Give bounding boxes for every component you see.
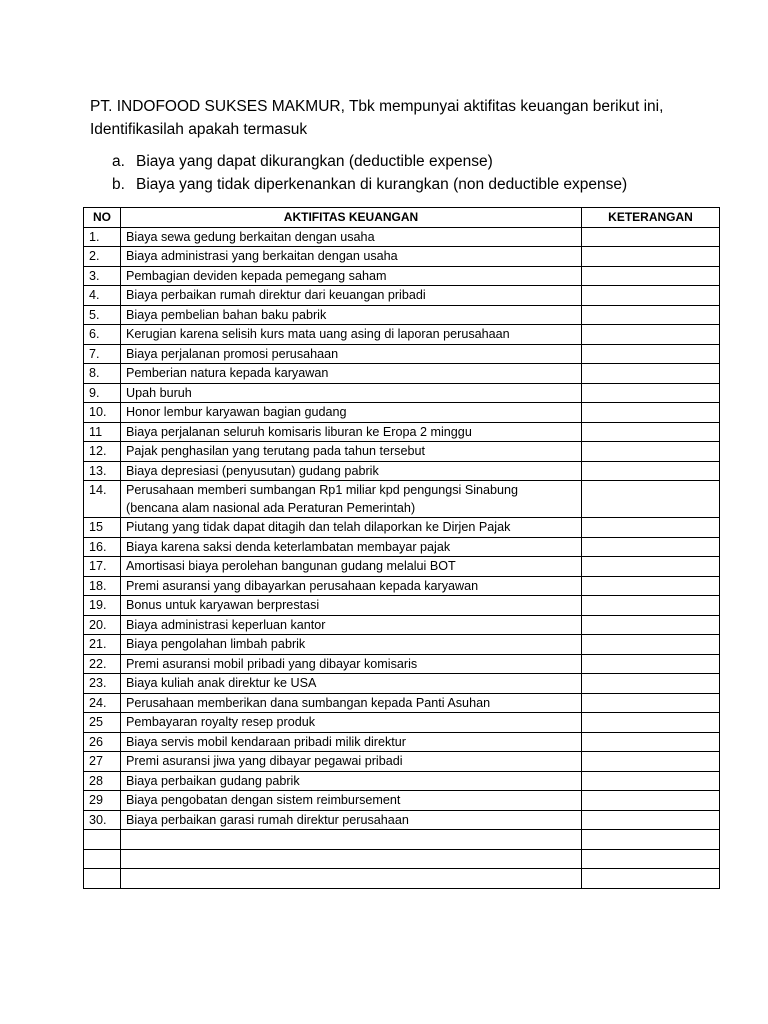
row-activity-text: Biaya pengolahan limbah pabrik — [126, 637, 306, 651]
row-activity-text: Biaya perjalanan promosi perusahaan — [126, 346, 339, 361]
row-activity-text-continued: (bencana alam nasional ada Peraturan Pemerintah) — [126, 501, 416, 515]
row-remarks — [582, 461, 720, 481]
row-activity-text: Honor lembur karyawan bagian gudang — [126, 405, 347, 419]
table-row — [84, 615, 720, 635]
row-activity-text: Amortisasi biaya perolehan bangunan gudang melalui BOT — [126, 559, 456, 573]
table-row — [84, 810, 720, 830]
row-number: 11 — [84, 422, 121, 442]
row-activity — [121, 713, 582, 733]
table-row — [84, 713, 720, 733]
table-row — [84, 869, 720, 889]
row-remarks — [582, 247, 720, 267]
row-number: 29 — [84, 791, 121, 811]
row-activity-text: Piutang yang tidak dapat ditagih dan telah dilaporkan ke Dirjen Pajak — [126, 520, 511, 534]
row-activity — [121, 537, 582, 557]
row-remarks — [582, 693, 720, 713]
table-row — [84, 693, 720, 713]
table-row — [84, 674, 720, 694]
option-item-b — [112, 173, 627, 196]
table-row — [84, 422, 720, 442]
row-number: 23. — [84, 674, 121, 694]
table-row — [84, 771, 720, 791]
row-activity — [121, 422, 582, 442]
row-remarks — [582, 615, 720, 635]
row-remarks — [582, 364, 720, 384]
row-remarks — [582, 537, 720, 557]
activities-table — [83, 207, 720, 889]
row-activity — [121, 518, 582, 538]
option-text: Biaya yang tidak diperkenankan di kurangkan (non deductible expense) — [136, 176, 628, 193]
row-number: 17. — [84, 557, 121, 577]
row-activity-text: Perusahaan memberi sumbangan Rp1 miliar kpd pengungsi Sinabung — [126, 483, 519, 497]
table-header-row — [84, 208, 720, 228]
row-number: 28 — [84, 771, 121, 791]
table-row — [84, 635, 720, 655]
row-activity — [121, 442, 582, 462]
row-activity — [121, 849, 582, 869]
row-number: 9. — [84, 383, 121, 403]
row-activity — [121, 461, 582, 481]
row-number: 21. — [84, 635, 121, 655]
table-row — [84, 557, 720, 577]
table-row — [84, 364, 720, 384]
row-number — [84, 849, 121, 869]
row-activity — [121, 615, 582, 635]
row-remarks — [582, 674, 720, 694]
option-letter: a. — [112, 153, 125, 170]
table-row — [84, 344, 720, 364]
table-row — [84, 791, 720, 811]
row-activity — [121, 403, 582, 423]
row-activity — [121, 654, 582, 674]
row-activity — [121, 771, 582, 791]
row-remarks — [582, 810, 720, 830]
row-number: 8. — [84, 364, 121, 384]
row-activity — [121, 557, 582, 577]
row-number: 4. — [84, 286, 121, 306]
row-activity-text: Perusahaan memberikan dana sumbangan kepada Panti Asuhan — [126, 695, 491, 710]
row-activity-text: Bonus untuk karyawan berprestasi — [126, 598, 320, 612]
row-activity-text: Biaya administrasi yang berkaitan dengan usaha — [126, 249, 398, 263]
row-number: 13. — [84, 461, 121, 481]
row-remarks — [582, 383, 720, 403]
row-activity-text: Biaya perbaikan garasi rumah direktur perusahaan — [126, 812, 409, 827]
row-activity — [121, 344, 582, 364]
row-number: 1. — [84, 227, 121, 247]
row-number: 5. — [84, 305, 121, 325]
row-activity-text: Upah buruh — [126, 385, 192, 400]
option-text: Biaya yang dapat dikurangkan (deductible expense) — [136, 153, 493, 170]
table-row — [84, 576, 720, 596]
row-activity-text: Pembayaran royalty resep produk — [126, 715, 316, 729]
table-row — [84, 537, 720, 557]
row-remarks — [582, 771, 720, 791]
row-remarks — [582, 791, 720, 811]
row-activity-text: Biaya perbaikan gudang pabrik — [126, 773, 300, 788]
row-activity-text: Biaya perjalanan seluruh komisaris liburan ke Eropa 2 minggu — [126, 424, 472, 439]
row-activity — [121, 752, 582, 772]
intro-line-1: PT. INDOFOOD SUKSES MAKMUR, Tbk mempunyai aktifitas keuangan berikut ini, — [90, 98, 664, 115]
table-row — [84, 247, 720, 267]
row-activity-text: Biaya sewa gedung berkaitan dengan usaha — [126, 229, 375, 244]
row-activity — [121, 674, 582, 694]
row-remarks — [582, 849, 720, 869]
table-body — [84, 227, 720, 888]
row-remarks — [582, 654, 720, 674]
row-remarks — [582, 344, 720, 364]
row-activity — [121, 383, 582, 403]
row-number: 2. — [84, 247, 121, 267]
row-activity — [121, 305, 582, 325]
row-activity-text: Biaya depresiasi (penyusutan) gudang pabrik — [126, 463, 379, 478]
row-remarks — [582, 596, 720, 616]
table-row — [84, 654, 720, 674]
row-number: 18. — [84, 576, 121, 596]
row-remarks — [582, 713, 720, 733]
row-remarks — [582, 869, 720, 889]
row-number: 27 — [84, 752, 121, 772]
option-letter: b. — [112, 176, 125, 193]
row-number: 3. — [84, 266, 121, 286]
row-remarks — [582, 481, 720, 518]
row-remarks — [582, 442, 720, 462]
table-row — [84, 481, 720, 518]
row-activity-text: Biaya karena saksi denda keterlambatan membayar pajak — [126, 539, 451, 554]
row-number: 15 — [84, 518, 121, 538]
table-row — [84, 403, 720, 423]
table-row — [84, 518, 720, 538]
row-activity — [121, 286, 582, 306]
intro-line-2: Identifikasilah apakah termasuk — [90, 121, 308, 138]
row-activity — [121, 732, 582, 752]
row-number: 7. — [84, 344, 121, 364]
row-number: 16. — [84, 537, 121, 557]
table-row — [84, 752, 720, 772]
row-activity-text: Biaya pengobatan dengan sistem reimbursement — [126, 793, 401, 807]
table-row — [84, 442, 720, 462]
row-activity-text: Biaya pembelian bahan baku pabrik — [126, 307, 327, 322]
row-activity-text: Biaya perbaikan rumah direktur dari keuangan pribadi — [126, 288, 426, 302]
row-remarks — [582, 752, 720, 772]
row-number: 10. — [84, 403, 121, 423]
table-row — [84, 830, 720, 850]
row-activity — [121, 247, 582, 267]
option-item-a — [112, 150, 627, 173]
row-remarks — [582, 576, 720, 596]
header-remarks: KETERANGAN — [582, 208, 720, 228]
row-activity — [121, 576, 582, 596]
intro-paragraph — [90, 95, 730, 141]
row-activity — [121, 227, 582, 247]
table-row — [84, 305, 720, 325]
row-activity — [121, 635, 582, 655]
row-remarks — [582, 422, 720, 442]
table-row — [84, 383, 720, 403]
table-row — [84, 227, 720, 247]
row-activity — [121, 596, 582, 616]
row-activity-text: Premi asuransi mobil pribadi yang dibayar komisaris — [126, 656, 418, 671]
row-remarks — [582, 732, 720, 752]
row-number: 26 — [84, 732, 121, 752]
row-number: 19. — [84, 596, 121, 616]
row-remarks — [582, 518, 720, 538]
row-number: 30. — [84, 810, 121, 830]
row-remarks — [582, 305, 720, 325]
row-activity-text: Kerugian karena selisih kurs mata uang asing di laporan perusahaan — [126, 327, 510, 341]
row-activity-text: Biaya kuliah anak direktur ke USA — [126, 676, 317, 690]
row-activity — [121, 325, 582, 345]
header-activity: AKTIFITAS KEUANGAN — [121, 208, 582, 228]
row-activity-text: Premi asuransi yang dibayarkan perusahaan kepada karyawan — [126, 578, 479, 593]
row-activity — [121, 791, 582, 811]
option-list — [112, 150, 627, 196]
row-activity-text: Biaya administrasi keperluan kantor — [126, 617, 326, 632]
row-remarks — [582, 227, 720, 247]
table-row — [84, 849, 720, 869]
row-number — [84, 830, 121, 850]
table-row — [84, 461, 720, 481]
row-activity — [121, 481, 582, 518]
row-activity-text: Pajak penghasilan yang terutang pada tahun tersebut — [126, 444, 425, 458]
row-activity — [121, 830, 582, 850]
row-number: 20. — [84, 615, 121, 635]
row-number: 24. — [84, 693, 121, 713]
row-activity — [121, 364, 582, 384]
row-remarks — [582, 557, 720, 577]
row-activity — [121, 810, 582, 830]
table-row — [84, 596, 720, 616]
row-activity — [121, 869, 582, 889]
header-no: NO — [84, 208, 121, 228]
row-number: 6. — [84, 325, 121, 345]
row-number: 12. — [84, 442, 121, 462]
row-activity — [121, 693, 582, 713]
row-activity — [121, 266, 582, 286]
table-row — [84, 286, 720, 306]
row-remarks — [582, 830, 720, 850]
row-remarks — [582, 266, 720, 286]
row-remarks — [582, 635, 720, 655]
row-number: 25 — [84, 713, 121, 733]
row-activity-text: Pembagian deviden kepada pemegang saham — [126, 268, 387, 283]
table-row — [84, 325, 720, 345]
row-activity-text: Biaya servis mobil kendaraan pribadi milik direktur — [126, 734, 406, 749]
row-remarks — [582, 325, 720, 345]
row-remarks — [582, 286, 720, 306]
row-activity-text: Premi asuransi jiwa yang dibayar pegawai pribadi — [126, 754, 403, 768]
table-row — [84, 266, 720, 286]
table-row — [84, 732, 720, 752]
row-number: 14. — [84, 481, 121, 518]
row-remarks — [582, 403, 720, 423]
row-activity-text: Pemberian natura kepada karyawan — [126, 366, 329, 380]
row-number: 22. — [84, 654, 121, 674]
row-number — [84, 869, 121, 889]
